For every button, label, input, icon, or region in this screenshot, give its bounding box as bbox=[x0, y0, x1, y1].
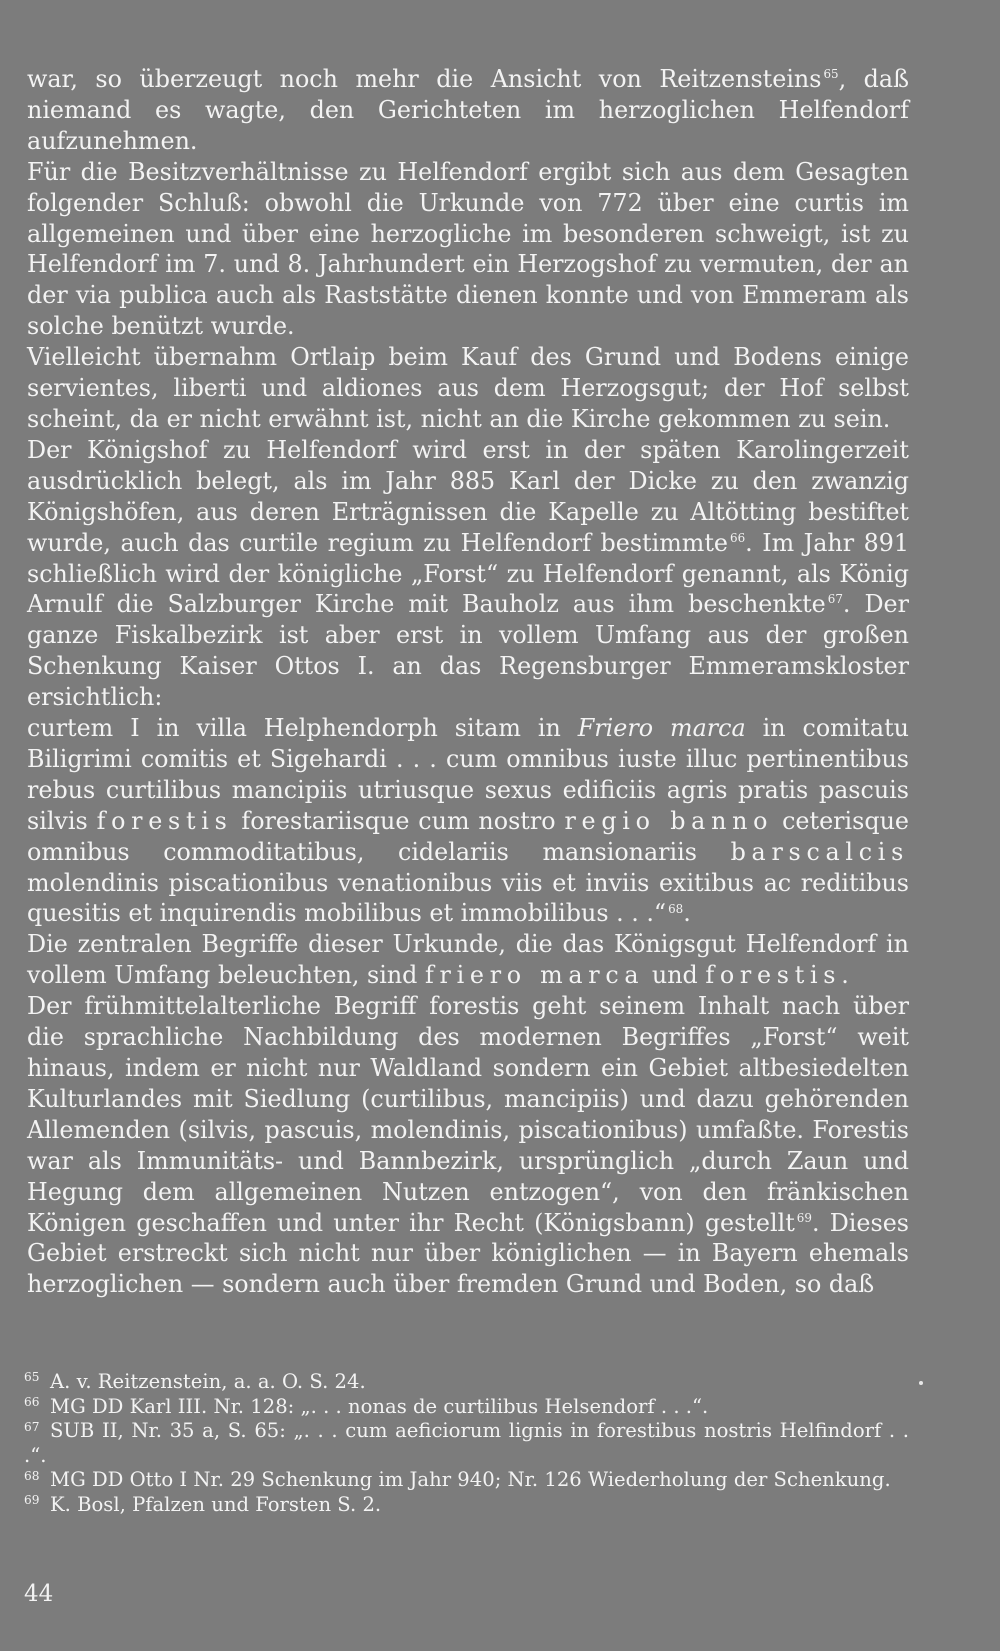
stray-dot bbox=[919, 1381, 923, 1385]
paragraph-6: Die zentralen Begriffe dieser Urkunde, die das Königsgut Helfendorf in vollem Umfang beleuchten, sind friero marca und forestis. bbox=[27, 930, 909, 990]
footnote-ref-68[interactable]: 68 bbox=[668, 901, 684, 916]
paragraph-2: Für die Besitzverhältnisse zu Helfendorf ergibt sich aus dem Gesagten folgender Schluß: obwohl die Urkunde von 772 über eine curtis im allgemeinen und über eine herzogliche im besonderen schweigt, ist zu Helfendorf im 7. und 8. Jahrhundert ein Herzogshof zu vermuten, der an der via publica auch als Raststätte dienen konnte und von Emmeram als solche benützt wurde. bbox=[27, 157, 909, 341]
footnote-65: 65 A. v. Reitzenstein, a. a. O. S. 24. bbox=[24, 1370, 366, 1393]
spaced-regio-banno: regio banno bbox=[564, 806, 774, 835]
spaced-forestis-2: forestis bbox=[705, 961, 842, 990]
footnote-67: 67 SUB II, Nr. 35 a, S. 65: „. . . cum aeficiorum lignis in forestibus nostris Helfindorf . . .“. bbox=[24, 1419, 909, 1467]
footnote-ref-67[interactable]: 67 bbox=[827, 592, 843, 607]
spaced-barscalcis: barscalcis bbox=[730, 837, 909, 866]
footnote-ref-65[interactable]: 65 bbox=[823, 67, 839, 82]
main-text bbox=[27, 64, 909, 1300]
footnote-ref-69[interactable]: 69 bbox=[796, 1210, 812, 1225]
spaced-friero-marca: friero marca bbox=[424, 961, 645, 990]
paragraph-4: Der Königshof zu Helfendorf wird erst in der späten Karolingerzeit ausdrücklich belegt, als im Jahr 885 Karl der Dicke zu den zwanzig Königshöfen, aus deren Erträgnissen die Kapelle zu Altötting bestiftet wurde, auch das curtile regium zu Helfendorf bestimmte $^{66}$. Im Jahr 891 schließlich wird der königliche „Forst“ zu Helfendorf genannt, als König Arnulf die Salzburger Kirche mit Bauholz aus ihm beschenkte $^{67}$. Der ganze Fiskalbezirk ist aber erst in vollem Umfang aus der großen Schenkung Kaiser Ottos I. an das Regensburger Emmeramskloster ersichtlich: bbox=[27, 435, 909, 712]
footnote-68: 68 MG DD Otto I Nr. 29 Schenkung im Jahr 940; Nr. 126 Wiederholung der Schenkung. bbox=[24, 1468, 891, 1492]
footnote-69: 69 K. Bosl, Pfalzen und Forsten S. 2. bbox=[24, 1492, 382, 1516]
footnotes bbox=[24, 1370, 909, 1518]
paragraph-1: war, so überzeugt noch mehr die Ansicht von Reitzensteins $^{65}$, daß niemand es wagte, den Gerichteten im herzoglichen Helfendorf aufzunehmen. bbox=[27, 65, 909, 155]
paragraph-7: Der frühmittelalterliche Begriff forestis geht seinem Inhalt nach über die sprachliche Nachbildung des modernen Begriffes „Forst“ weit hinaus, indem er nicht nur Waldland sondern ein Gebiet altbesiedelten Kulturlandes mit Siedlung (curtilibus, mancipiis) und dazu gehörenden Allemenden (silvis, pascuis, molendinis, piscationibus) umfaßte. Forestis war als Immunitäts- und Bannbezirk, ursprünglich „durch Zaun und Hegung dem allgemeinen Nutzen entzogen“, von den fränkischen Königen geschaffen und unter ihr Recht (Königsbann) gestellt $^{69}$. Dieses Gebiet erstreckt sich nicht nur über königlichen — in Bayern ehemals herzoglichen — sondern auch über fremden Grund und Boden, so daß bbox=[27, 992, 909, 1299]
paragraph-5-quote: curtem I in villa Helphendorph sitam in Friero marca in comitatu Biligrimi comitis et Sigehardi . . . cum omnibus iuste illuc pertinentibus rebus curtilibus mancipiis utriusque sexus edificiis agris pratis pascuis silvis forestis forestariisque cum nostro regio banno ceterisque omnibus commoditatibus, cidelariis mansionariis barscalcis molendinis piscationibus venationibus viis et inviis exitibus ac reditibus quesitis et inquirendis mobilibus et immobilibus . . .“ $^{68}$. bbox=[27, 714, 909, 928]
page-number: 44 bbox=[24, 1581, 54, 1607]
paragraph-3: Vielleicht übernahm Ortlaip beim Kauf des Grund und Bodens einige servientes, liberti und aldiones aus dem Herzogsgut; der Hof selbst scheint, da er nicht erwähnt ist, nicht an die Kirche gekommen zu sein. bbox=[27, 343, 909, 433]
friero-marca-italic: Friero marca bbox=[577, 714, 746, 743]
footnote-66: 66 MG DD Karl III. Nr. 128: „. . . nonas de curtilibus Helsendorf . . .“. bbox=[24, 1394, 709, 1418]
footnote-ref-66[interactable]: 66 bbox=[730, 530, 746, 545]
spaced-forestis: forestis bbox=[96, 806, 233, 835]
